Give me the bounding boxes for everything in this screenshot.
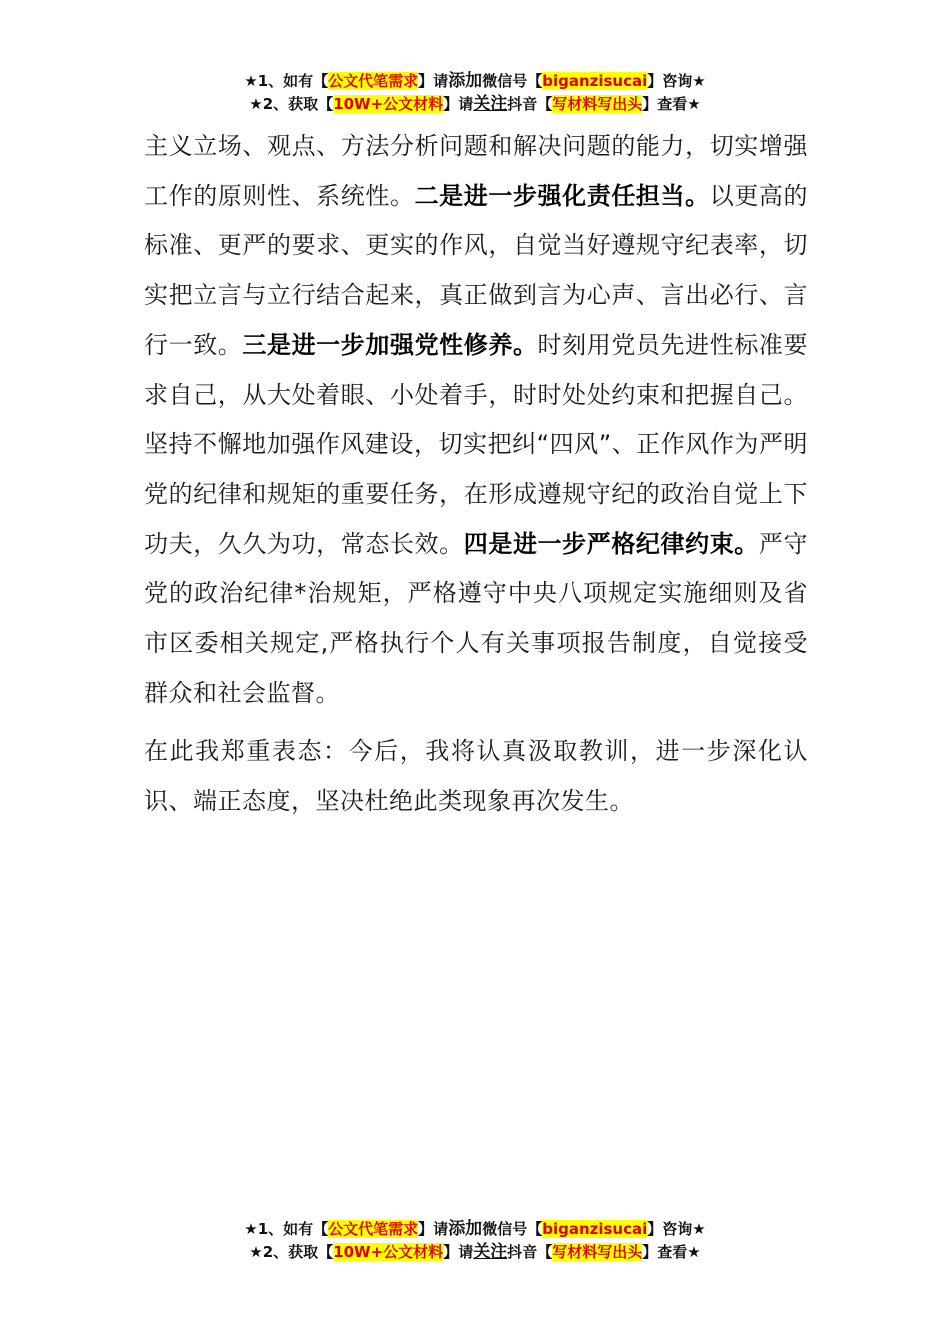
banner-text: ★1、如有【 bbox=[244, 72, 329, 90]
header-banner bbox=[0, 70, 950, 116]
banner-line-1 bbox=[0, 1218, 950, 1241]
banner-line-2 bbox=[0, 1241, 950, 1264]
body-sentence: 主义立场、观点、方法分析问题和解决问题的能力，切实增强工作的原则性、系统性。 bbox=[144, 132, 808, 210]
banner-text: 微信号【 bbox=[482, 1220, 543, 1238]
banner-line-2 bbox=[0, 93, 950, 116]
banner-text: 】咨询★ bbox=[647, 72, 706, 90]
banner-emphasis: 关注 bbox=[473, 1242, 508, 1262]
body-sentence: 时刻用党员先进性标准要求自己，从大处着眼、小处着手，时时处处约束和把握自己。坚持不懈地加强作风建设，切实把纠“四风”、正作风作为严明党的纪律和规矩的重要任务，在形成遵规守纪的政治自觉上下功夫，久久为功，常态长效。 bbox=[144, 330, 809, 558]
banner-highlight: 公文代笔需求 bbox=[328, 1220, 419, 1238]
banner-highlight: 10W+公文材料 bbox=[333, 1243, 444, 1261]
banner-text: 】查看★ bbox=[642, 95, 701, 113]
banner-line-1 bbox=[0, 70, 950, 93]
banner-text: 】请 bbox=[443, 95, 474, 113]
body-paragraph-2: 在此我郑重表态：今后，我将认真汲取教训，进一步深化认识、端正态度，坚决杜绝此类现象再次发生。 bbox=[144, 737, 808, 816]
bold-heading: 二是进一步强化责任担当。 bbox=[414, 181, 710, 210]
banner-highlight: biganzisucai bbox=[542, 72, 648, 90]
banner-text: ★2、获取【 bbox=[249, 1243, 334, 1261]
banner-text: ★1、如有【 bbox=[244, 1220, 329, 1238]
banner-highlight: 10W+公文材料 bbox=[333, 95, 444, 113]
banner-highlight: 写材料写出头 bbox=[552, 1243, 643, 1261]
banner-text: 微信号【 bbox=[482, 72, 543, 90]
banner-highlight: biganzisucai bbox=[542, 1220, 648, 1238]
banner-highlight: 公文代笔需求 bbox=[328, 72, 419, 90]
banner-text: 】查看★ bbox=[642, 1243, 701, 1261]
banner-text: ★2、获取【 bbox=[249, 95, 334, 113]
banner-text: 】请 bbox=[443, 1243, 474, 1261]
bold-heading: 四是进一步严格纪律约束。 bbox=[463, 529, 759, 558]
banner-text: 】请 bbox=[418, 72, 449, 90]
banner-emphasis: 添加 bbox=[448, 1219, 483, 1239]
banner-text: 】请 bbox=[418, 1220, 449, 1238]
footer-banner bbox=[0, 1218, 950, 1264]
banner-emphasis: 关注 bbox=[473, 94, 508, 114]
body-sentence: 以更高的标准、更严的要求、更实的作风，自觉当好遵规守纪表率，切实把立言与立行结合起来，真正做到言为心声、言出必行、言行一致。 bbox=[144, 181, 809, 359]
bold-heading: 三是进一步加强党性修养。 bbox=[242, 330, 538, 359]
banner-emphasis: 添加 bbox=[448, 71, 483, 91]
banner-text: 抖音【 bbox=[507, 95, 553, 113]
banner-text: 】咨询★ bbox=[647, 1220, 706, 1238]
banner-text: 抖音【 bbox=[507, 1243, 553, 1261]
banner-highlight: 写材料写出头 bbox=[552, 95, 643, 113]
body-sentence: 严守党的政治纪律*治规矩，严格遵守中央八项规定实施细则及省市区委相关规定,严格执行个人有关事项报告制度，自觉接受群众和社会监督。 bbox=[144, 529, 809, 707]
document-body bbox=[144, 122, 808, 827]
body-paragraph-1 bbox=[144, 122, 808, 718]
